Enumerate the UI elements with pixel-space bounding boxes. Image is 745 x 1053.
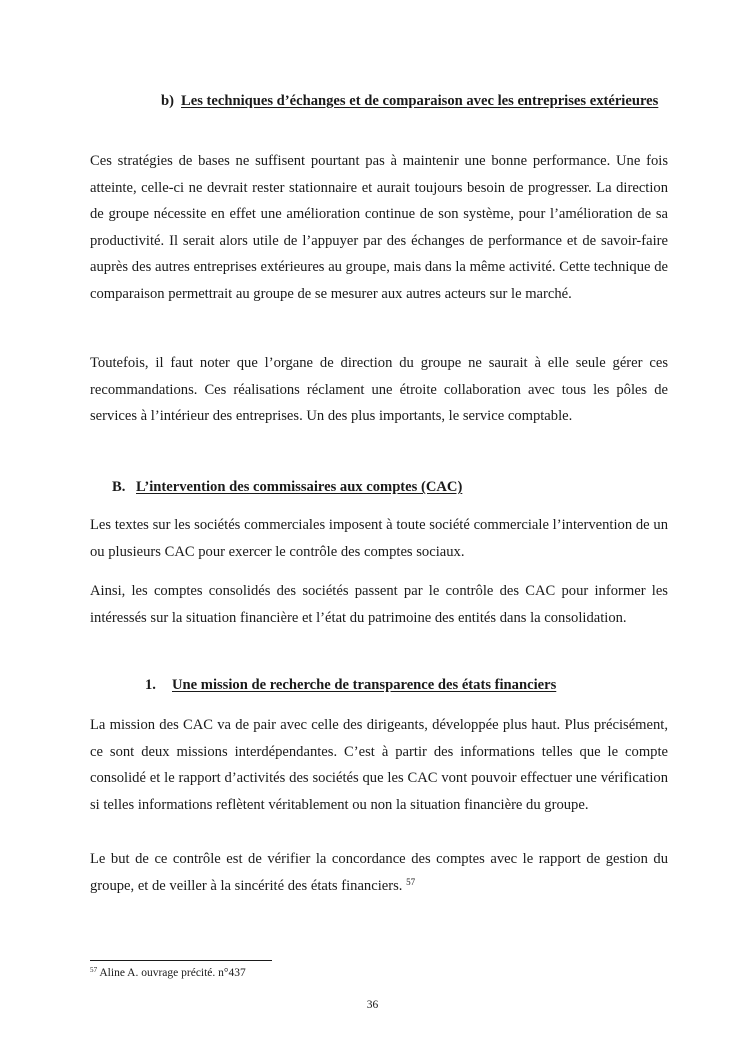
- subsection-b-label: b): [161, 93, 174, 109]
- paragraph: Ainsi, les comptes consolidés des sociétés passent par le contrôle des CAC pour informer les intéressés sur la situation financière et l’état du patrimoine des entités dans la consolidation.: [90, 583, 668, 626]
- paragraph-text: Le but de ce contrôle est de vérifier la concordance des comptes avec le rapport de gestion du groupe, et de veiller à la sincérité des états financiers.: [90, 851, 668, 894]
- subsection-1-heading: [145, 672, 556, 699]
- section-B-title: L’intervention des commissaires aux comptes (CAC): [136, 479, 463, 495]
- footnote-text: Aline A. ouvrage précité. n°437: [99, 967, 246, 979]
- section-B-label: B.: [112, 479, 126, 495]
- page-number: 36: [366, 999, 379, 1011]
- paragraph: La mission des CAC va de pair avec celle des dirigeants, développée plus haut. Plus précisément, ce sont deux missions interdépendantes. C’est à partir des informations telles que le compte consolidé et le rapport d’activités des sociétés que les CAC vont pouvoir effectuer une vérification si telles informations reflètent véritablement ou non la situation financière du groupe.: [90, 717, 668, 813]
- footnote-number: 57: [90, 966, 98, 975]
- paragraph-with-footnote-ref: [90, 846, 668, 899]
- footnote: [90, 965, 246, 981]
- subsection-b-heading: [161, 88, 668, 115]
- subsection-b-title: Les techniques d’échanges et de comparaison avec les entreprises extérieures: [181, 93, 659, 109]
- subsection-1-title: Une mission de recherche de transparence des états financiers: [172, 677, 557, 693]
- section-B-heading: [112, 474, 462, 501]
- footnote-ref: 57: [406, 876, 416, 887]
- subsection-1-label: 1.: [145, 677, 156, 693]
- paragraph: Les textes sur les sociétés commerciales imposent à toute société commerciale l’intervention de un ou plusieurs CAC pour exercer le contrôle des comptes sociaux.: [90, 517, 668, 560]
- paragraph: Ces stratégies de bases ne suffisent pourtant pas à maintenir une bonne performance. Une fois atteinte, celle-ci ne devrait rester stationnaire et aurait toujours besoin de progresser. La direction de groupe nécessite en effet une amélioration continue de son système, pour l’amélioration de sa productivité. Il serait alors utile de l’appuyer par des échanges de performance et de savoir-faire auprès des autres entreprises extérieures au groupe, mais dans la même activité. Cette technique de comparaison permettrait au groupe de se mesurer aux autres acteurs sur le marché.: [90, 153, 668, 302]
- paragraph: Toutefois, il faut noter que l’organe de direction du groupe ne saurait à elle seule gérer ces recommandations. Ces réalisations réclament une étroite collaboration avec tous les pôles de services à l’intérieur des entreprises. Un des plus importants, le service comptable.: [90, 355, 668, 425]
- footnote-divider: [90, 960, 272, 961]
